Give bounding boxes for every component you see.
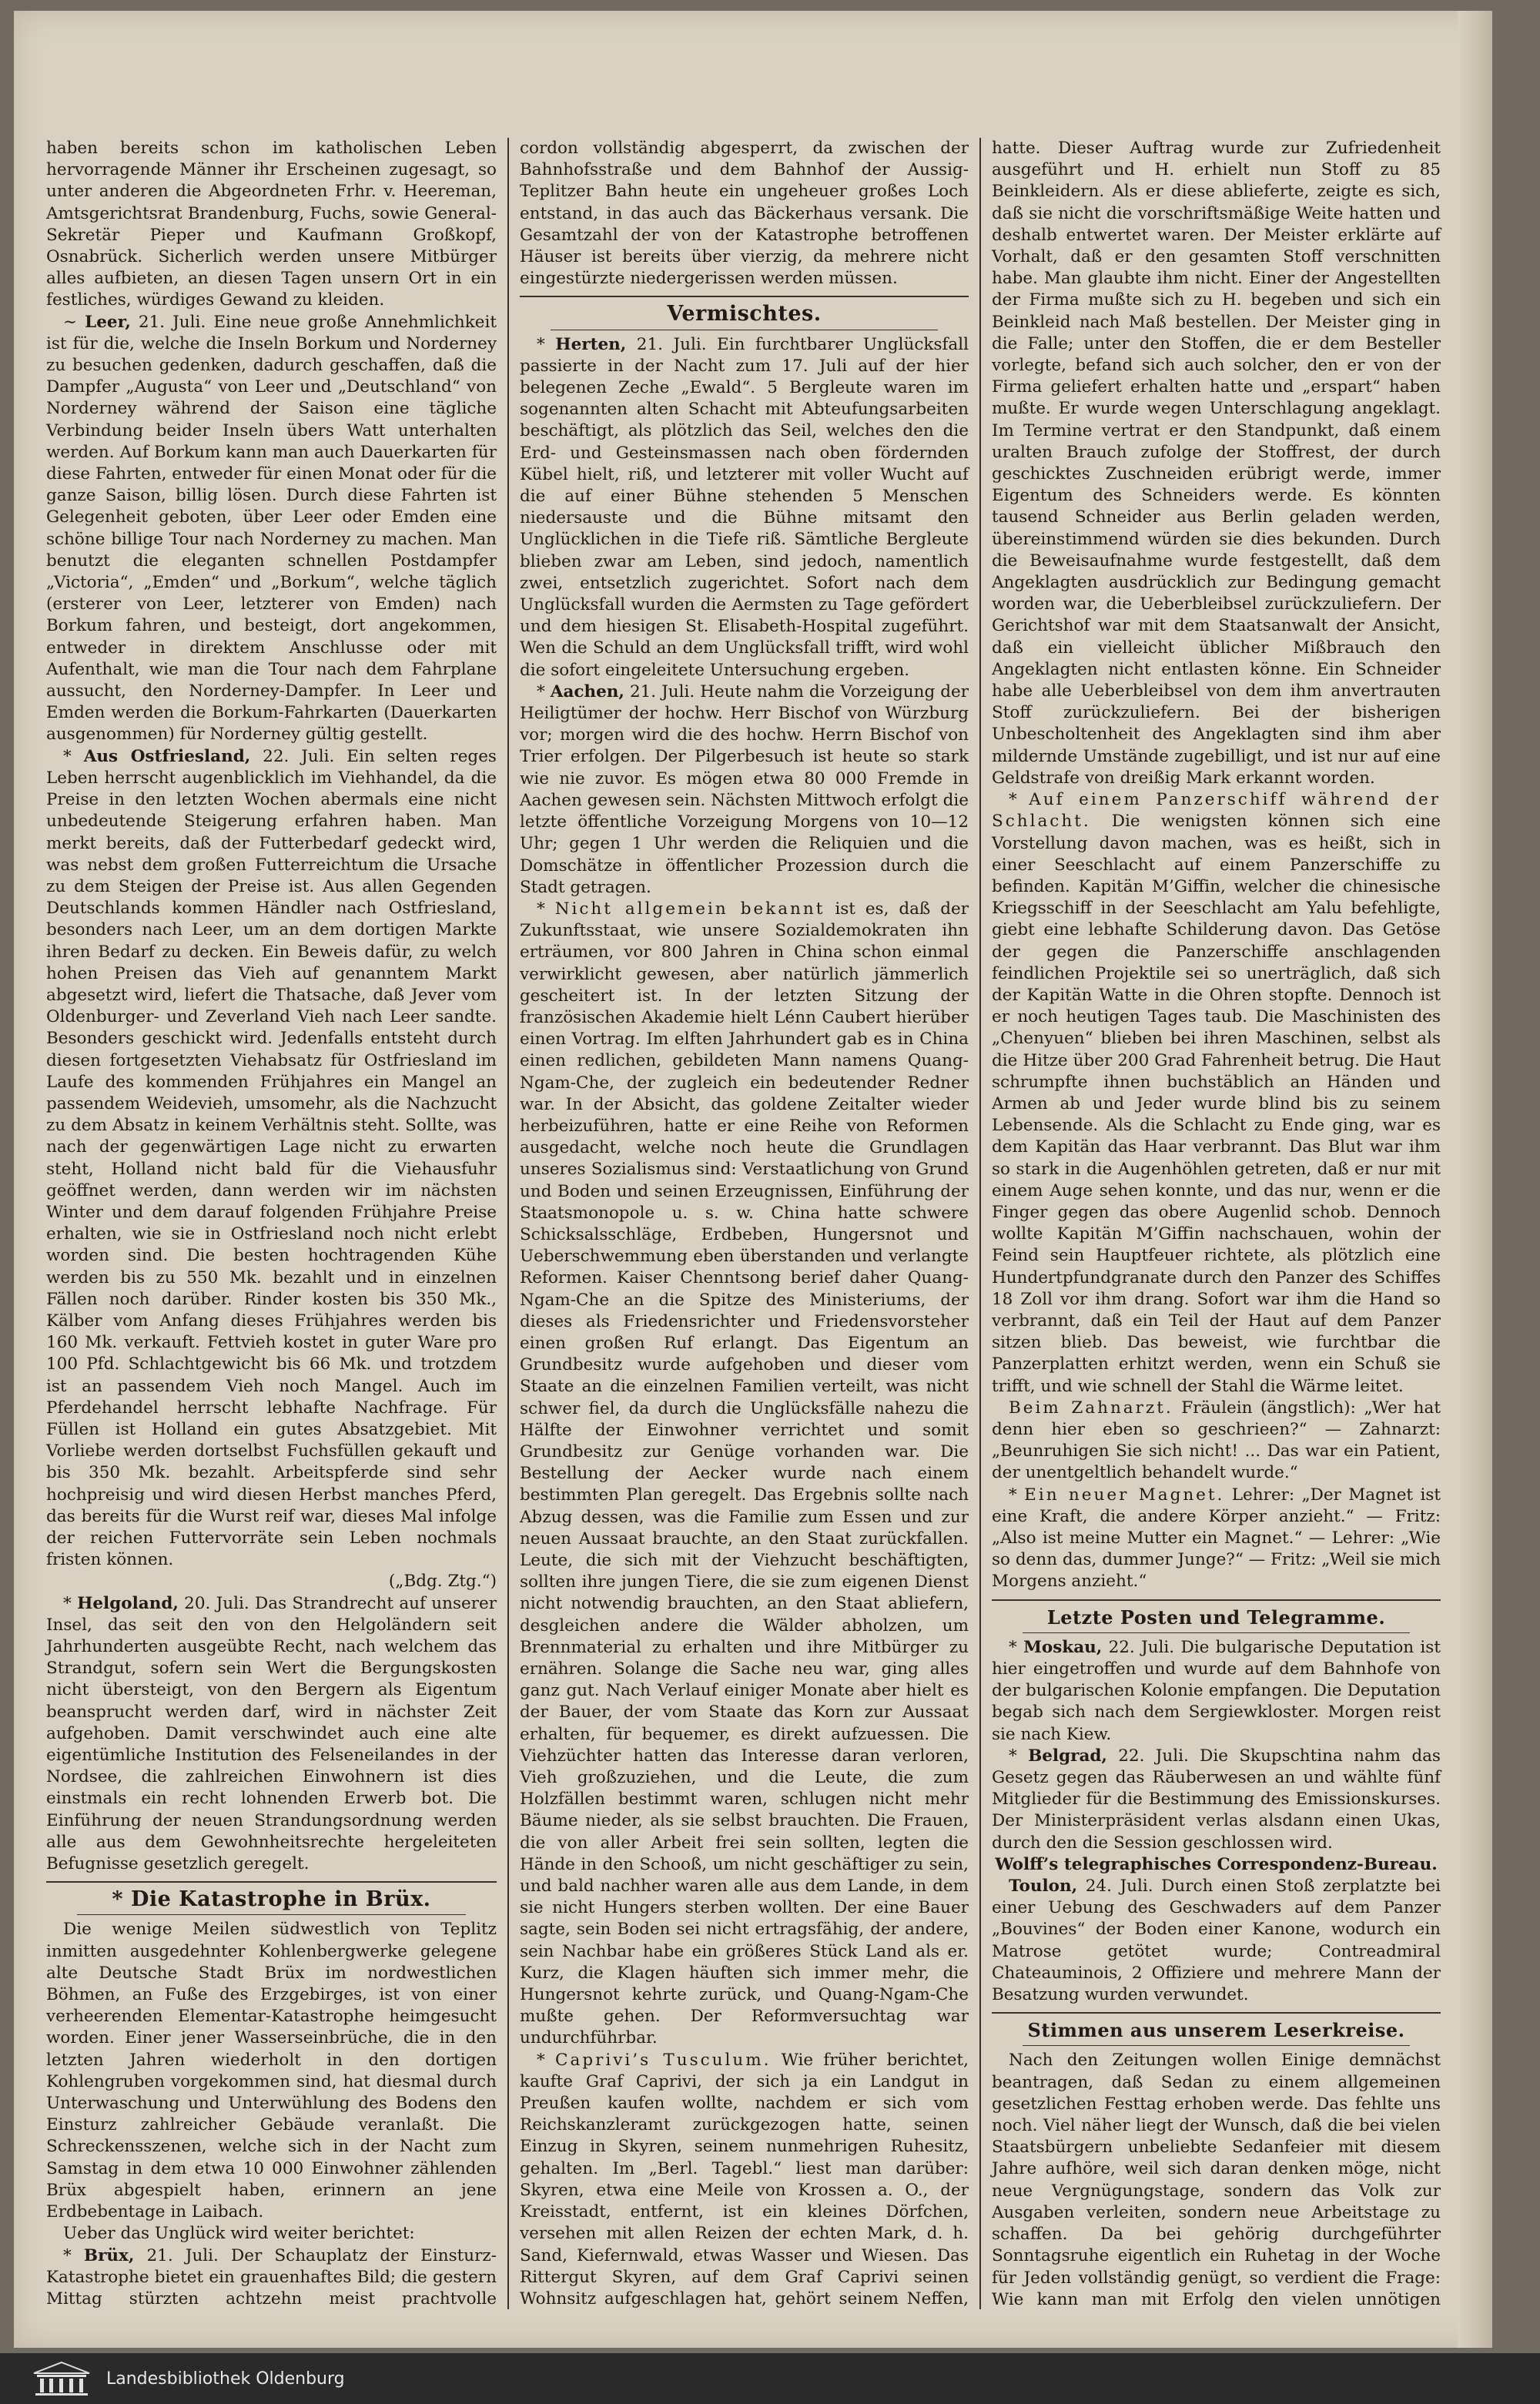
article-text: Die wenigsten können sich eine Vorstellung davon machen, was es heißt, sich in einer Seeschlacht auf einem Panzerschiffe zu befinden. Kapitän M’Giffin, welcher die chinesische Kriegsschiff in der Seeschlacht am Yalu befehligte, giebt eine lebhafte Schilderung davon. Das Getöse der gegen die Panzerschiffe anschlagenden feindlichen Projektile sei so unerträglich, daß sich der Kapitän Watte in die Ohren stopfte. Dennoch ist er noch heutigen Tages taub. Die Maschinisten des „Chenyuen“ blieben bei ihren Maschinen, selbst als die Hitze über 200 Grad Fahrenheit betrug. Die Haut schrumpfte ihnen buchstäblich an Händen und Armen ab und Jeder wurde blind bis zu seinem Lebensende. Als die Schlacht zu Ende ging, war es dem Kapitän das Haar verbrannt. Das Blut war ihm so stark in die Augenhöhlen getreten, daß er nur mit einem Auge sehen konnte, und das nur, wenn er die Finger gegen das obere Augenlid schob. Dennoch wollte Kapitän M’Giffin nachschauen, wohin der Feind sein Hauptfeuer richtete, als plötzlich eine Hundertpfundgranate durch den Panzer des Schiffes 18 Zoll vor ihm drang. Sofort war ihm die Hand so verbrannt, daß ein Teil der Haut auf dem Panzer sitzen blieb. Das beweist, wie furchtbar die Panzerplatten erhitzt werden, wenn ein Schuß sie trifft, und wie schnell der Stahl die Wärme leitet. bbox=[992, 812, 1441, 1396]
newspaper-page bbox=[14, 11, 1492, 2348]
article-brux-intro: Die wenige Meilen südwestlich von Teplitz inmitten ausgedehnter Kohlenbergwerke gelegene alte Deutsche Stadt Brüx im nordwestlichen Böhmen, an Fuße des Erzgebirges, ist von einer verheerenden Elementar-Katastrophe heimgesucht worden. Einer jener Wasserseinbrüche, die in den letzten Jahren wiederholt in den dortigen Kohlengruben vorgekommen sind, hat diesmal durch Unterwaschung und Unterwühlung des Bodens den Einsturz zahlreicher Gebäude veranlaßt. Die Schreckensszenen, welche sich in der Nacht zum Samstag in dem etwa 10 000 Einwohner zählenden Brüx abgespielt haben, erinnern an jene Erdbebentage in Laibach. bbox=[46, 1920, 497, 2222]
article-zukunftsstaat: * Nicht allgemein bekannt ist es, daß der Zukunftsstaat, wie unsere Sozialdemokraten ihn erträumen, vor 800 Jahren in China schon einmal verwirklicht gewesen, aber natürlich jämmerlich gescheitert ist. In der letzten Sitzung der französischen Akademie hielt Lénn Caubert hierüber einen Vortrag. Im elften Jahrhundert gab es in China einen redlichen, gebildeten Mann namens Quang-Ngam-Che, der zugleich ein bedeutender Redner war. In der Absicht, das goldene Zeitalter wieder herbeizuführen, hatte er eine Reihe von Reformen ausgedacht, welche noch heute die Grundlagen unseres Sozialismus sind: Verstaatlichung von Grund und Boden und seinen Erzeugnissen, Einführung der Staatsmonopole u. s. w. China hatte schwere Schicksalsschläge, Erdbeben, Hungersnot und Ueberschwemmung eben überstanden und verlangte Reformen. Kaiser Chenntsong berief daher Quang-Ngam-Che an die Spitze des Ministeriums, der dieses als Friedensrichter und Friedensvorsteher einen großen Ruf erlangt. Das Eigentum an Grundbesitz wurde aufgehoben und dieser vom Staate an die einzelnen Familien verteilt, was nicht schwer fiel, da durch die Unglücksfälle nahezu die Hälfte der Einwohner verrichtet und somit Grundbesitz zur Genüge vorhanden war. Die Bestellung der Aecker wurde nach einem bestimmten Plan geregelt. Das Ergebnis sollte nach Abzug dessen, was die Familie zum Essen und zur neuen Aussaat brauchte, an den Staat zurückfallen. Leute, die sich mit der Viehzucht beschäftigten, sollten ihre jungen Tiere, die sie zum eigenen Dienst nicht notwendig brauchten, an den Staat abliefern, desgleichen andere die Wälder abholzen, um Brennmaterial zu erhalten und ihre Mitbürger zu ernähren. Solange die Sache neu war, ging alles ganz gut. Nach Verlauf einiger Monate aber hielt es der Bauer, der vom Staate das Korn zur Aussaat erhalten, für bequemer, es direkt aufzuessen. Die Viehzüchter hatten das Interesse daran verloren, Vieh großzuziehen, und die Leute, die zum Holzfällen bestimmt waren, schlugen nicht mehr Bäume nieder, als sie selbst brauchten. Die Frauen, die von aller Arbeit frei sein sollten, legten die Hände in den Schooß, um nicht geschäftiger zu sein, und bald nachher waren alle aus dem Lande, in dem sie nicht Hungers sterben wollten. Der eine Bauer sagte, sein Boden sei nicht ertragsfähig, der andere, sein Nachbar habe ein größeres Stück Land als er. Kurz, die Klagen häuften sich immer mehr, die Hungersnot kehrte zurück, und Quang-Ngam-Che mußte gehen. Der Reformversuchtag war undurchführbar. bbox=[520, 899, 969, 2048]
dateline-place: Aus Ostfriesland, bbox=[83, 746, 251, 766]
article-helgoland: * Helgoland, 20. Juli. Das Strandrecht auf unserer Insel, das seit den von den Helgoländern seit Jahrhunderten ausgeübte Recht, nach welchem das Strandgut, sofern sein Wert die Bergungskosten nicht übersteigt, von den Bergern als Eigentum beansprucht werden darf, wird in nächster Zeit aufgehoben. Damit verschwindet auch eine alte eigentümliche Institution des Felseneilandes in der Nordsee, die zahlreichen Einwohnern ist dies einstmals ein recht lohnenden Erwerb bot. Die Einführung der neuen Strandungsordnung werden alle aus dem Gewohnheitsrechte hergeleiteten Befugnisse gesetzlich geregelt. bbox=[46, 1593, 497, 1874]
library-name: Landesbibliothek Oldenburg bbox=[106, 2369, 345, 2389]
article-moskau: * Moskau, 22. Juli. Die bulgarische Deputation ist hier eingetroffen und wurde auf dem Bahnhofe von der bulgarischen Kolonie empfangen. Die Deputation begab sich nach dem Sergiewkloster. Morgen reist sie nach Kiew. bbox=[992, 1637, 1441, 1744]
section-divider bbox=[992, 1599, 1441, 1601]
article-text: Die bulgarische Deputation ist hier eingetroffen und wurde auf dem Bahnhofe von der bulgarischen Kolonie empfangen. Die Deputation begab sich nach dem Sergiewkloster. Morgen reist sie nach Kiew. bbox=[992, 1637, 1441, 1744]
dateline-place: Moskau, bbox=[1023, 1637, 1103, 1657]
article-lead: Nicht allgemein bekannt bbox=[554, 899, 825, 919]
title-underline bbox=[1023, 2045, 1410, 2046]
section-divider bbox=[520, 296, 969, 297]
article-text: Fräulein (ängstlich): „Wer hat denn hier eben so geschrieen?“ — Zahnarzt: „Beunruhigen Sie sich nicht! ... Das war ein Patient, der unentgeltlich behandelt wurde.“ bbox=[992, 1398, 1441, 1483]
library-footer bbox=[0, 2353, 1540, 2404]
section-divider bbox=[46, 1881, 497, 1883]
article-text: Lehrer: „Der Magnet ist eine Kraft, die andere Körper anzieht.“ — Fritz: „Also ist meine Mutter ein Magnet.“ — Lehrer: „Wie so denn das, dummer Junge?“ — Fritz: „Weil sie mich Morgens anzieht.“ bbox=[992, 1485, 1441, 1592]
article-text: Heute nahm die Vorzeigung der Heiligtümer der hochw. Herr Bischof von Würzburg vor; morgen wird die des hochw. Herrn Bischof von Trier erfolgen. Der Pilgerbesuch ist heute so stark wie nie zuvor. Es mögen etwa 80 000 Fremde in Aachen gewesen sein. Nächsten Mittwoch erfolgt die letzte öffentliche Vorzeigung Morgens von 10—12 Uhr; gegen 1 Uhr werden die Reliquien und die Domschätze in öffentlicher Prozession durch die Stadt getragen. bbox=[520, 681, 969, 897]
dateline-date: 21. Juli. bbox=[629, 681, 695, 701]
article-text: Die Skupschtina nahm das Gesetz gegen das Räuberwesen an und wählte fünf Mitglieder für die Bestimmung des Emissionskurses. Der Ministerpräsident verlas alsdann einen Ukas, durch den die Session geschlossen wird. bbox=[992, 1746, 1441, 1853]
dateline-date: 20. Juli. bbox=[184, 1593, 249, 1613]
library-building-icon bbox=[31, 2359, 92, 2398]
article-panzerschiff: * Auf einem Panzerschiff während der Schlacht. Die wenigsten können sich eine Vorstellung davon machen, was es heißt, sich in einer Seeschlacht auf einem Panzerschiffe zu befinden. Kapitän M’Giffin, welcher die chinesische Kriegsschiff in der Seeschlacht am Yalu befehligte, giebt eine lebhafte Schilderung davon. Das Getöse der gegen die Panzerschiffe anschlagenden feindlichen Projektile sei so unerträglich, daß sich der Kapitän Watte in die Ohren stopfte. Dennoch ist er noch heutigen Tages taub. Die Maschinisten des „Chenyuen“ blieben bei ihren Maschinen, selbst als die Hitze über 200 Grad Fahrenheit betrug. Die Haut schrumpfte ihnen buchstäblich an Händen und Armen ab und Jeder wurde blind bis zu seinem Lebensende. Als die Schlacht zu Ende ging, war es dem Kapitän das Haar verbrannt. Das Blut war ihm so stark in die Augenhöhlen getreten, daß er nur mit einem Auge sehen konnte, und das nur, wenn er die Finger gegen das obere Augenlid schob. Dennoch wollte Kapitän M’Giffin nachschauen, wohin der Feind sein Hauptfeuer richtete, als plötzlich eine Hundertpfundgranate durch den Panzer des Schiffes 18 Zoll vor ihm drang. Sofort war ihm die Hand so verbrannt, daß ein Teil der Haut auf dem Panzer sitzen blieb. Das beweist, wie furchtbar die Panzerplatten erhitzt werden, wenn ein Schuß sie trifft, und wie schnell der Stahl die Wärme leitet. bbox=[992, 790, 1441, 1396]
article-aachen: * Aachen, 21. Juli. Heute nahm die Vorzeigung der Heiligtümer der hochw. Herr Bischof von Würzburg vor; morgen wird die des hochw. Herrn Bischof von Trier erfolgen. Der Pilgerbesuch ist heute so stark wie nie zuvor. Es mögen etwa 80 000 Fremde in Aachen gewesen sein. Nächsten Mittwoch erfolgt die letzte öffentliche Vorzeigung Morgens von 10—12 Uhr; gegen 1 Uhr werden die Reliquien und die Domschätze in öffentlicher Prozession durch die Stadt getragen. bbox=[520, 681, 969, 897]
article-text: Der Schauplatz der Einsturz-Katastrophe bietet ein grauenhaftes Bild; die gestern Mittag stürzten achtzehn meist prachtvolle bbox=[46, 2245, 497, 2309]
article-text: Durch einen Stoß zerplatzte bei einer Uebung des Geschwaders auf dem Panzer „Bouvines“ der Boden einer Kanone, wodurch ein Matrose getötet wurde; Contreadmiral Chateauminois, 2 Offiziere und mehrere Mann der Besatzung wurden verwundet. bbox=[992, 1877, 1441, 2005]
dateline-date: 24. Juli. bbox=[1085, 1877, 1153, 1897]
article-belgrad: * Belgrad, 22. Juli. Die Skupschtina nahm das Gesetz gegen das Räuberwesen an und wählte fünf Mitglieder für die Bestimmung des Emissionskurses. Der Ministerpräsident verlas alsdann einen Ukas, durch den die Session geschlossen wird. bbox=[992, 1746, 1441, 1853]
article-continuation: haben bereits schon im katholischen Leben hervorragende Männer ihr Erscheinen zugesagt, so unter anderen die Abgeordneten Frhr. v. Heereman, Amtsgerichtsrat Brandenburg, Fuchs, sowie General-Sekretär Pieper und Kaufmann Großkopf, Osnabrück. Sicherlich werden unsere Mitbürger alles aufbieten, an diesen Tagen unsern Ort in ein festliches, würdiges Gewand zu kleiden. bbox=[46, 139, 497, 310]
column-2 bbox=[507, 138, 979, 2309]
article-zahnarzt bbox=[992, 1398, 1441, 1485]
article-source: („Bdg. Ztg.“) bbox=[388, 1572, 497, 1592]
dateline-date: 22. Juli. bbox=[1118, 1746, 1189, 1766]
dateline-place: Leer, bbox=[85, 312, 131, 332]
reader-letter: Nach den Zeitungen wollen Einige demnächst beantragen, daß Sedan zu einem allgemeinen gesetzlichen Festtag erhoben werde. Das fehlte uns noch. Viel näher liegt der Wunsch, daß die bei vielen Staatsbürgern unbeliebte Sedanfeier mit diesem Jahre aufhöre, weil sich daran denken möge, nicht neue Vergnügungstage, sondern das Volk zur Ausgaben verleiten, sondern neue Arbeitstage zu schaffen. Da bei gehörig durchgeführter Sonntagsruhe eigentlich ein Ruhetag in der Woche für Jeden vollständig genügt, so verdient die Frage: Wie kann man mit Erfolg den vielen unnötigen bbox=[992, 2051, 1441, 2309]
column-1 bbox=[35, 138, 507, 2309]
article-lead: Beim Zahnarzt. bbox=[1009, 1398, 1173, 1418]
column-3 bbox=[979, 138, 1451, 2309]
dateline-place: Toulon, bbox=[1009, 1877, 1078, 1897]
article-text: Ein furchtbarer Unglücksfall passierte in der Nacht zum 17. Juli auf der hier belegenen Zeche „Ewald“. 5 Bergleute waren im sogenannten alten Schacht mit Abteufungsarbeiten beschäftigt, als plötzlich das Seil, welches den die Erd- und Gesteinsmassen nach oben fördernden Kübel hielt, riß, und letzterer mit voller Wucht auf die auf einer Bühne stehenden 5 Menschen niedersauste und die Bühne mitsamt den Unglücklichen in die Tiefe riß. Sämtliche Bergleute blieben zwar am Leben, sind jedoch, namentlich zwei, entsetzlich zugerichtet. Sofort nach dem Unglücksfall wurden die Aermsten zu Tage gefördert und dem hiesigen St. Elisabeth-Hospital zugeführt. Wen die Schuld an dem Unglücksfall trifft, wird wohl die sofort eingeleitete Untersuchung ergeben. bbox=[520, 334, 969, 680]
page-edge bbox=[1458, 11, 1492, 2348]
dateline-date: 22. Juli. bbox=[1108, 1637, 1175, 1657]
section-title-vermischtes: Vermischtes. bbox=[667, 302, 822, 326]
dateline-date: 21. Juli. bbox=[636, 334, 707, 354]
article-leer: ∼ Leer, 21. Juli. Eine neue große Annehmlichkeit ist für die, welche die Inseln Borkum und Norderney zu besuchen gedenken, dadurch geschaffen, daß die Dampfer „Augusta“ von Leer und „Deutschland“ von Norderney während der Saison eine tägliche Verbindung beider Inseln übers Watt unterhalten werden. Auf Borkum kann man auch Dauerkarten für diese Fahrten, entweder für einen Monat oder für die ganze Saison, billig lösen. Durch diese Fahrten ist Gelegenheit geboten, über Leer oder Emden eine schöne billige Tour nach Norderney zu machen. Man benutzt die eleganten schnellen Postdampfer „Victoria“, „Emden“ und „Borkum“, welche täglich (ersterer von Leer, letzterer von Emden) nach Borkum fahren, und besteigt, dort angekommen, entweder in direktem Anschlusse oder mit Aufenthalt, wie man die Tour nach dem Fahrplane aussucht, den Norderney-Dampfer. In Leer und Emden werden die Borkum-Fahrkarten (Dauerkarten ausgenommen) für Norderney gültig gestellt. bbox=[46, 312, 497, 745]
article-caprivi: * Caprivi’s Tusculum. Wie früher berichtet, kaufte Graf Caprivi, der sich ja ein Landgut in Preußen kaufen wollte, nachdem er sich vom Reichskanzleramt zurückgezogen hatte, seinen Einzug in Skyren, seinem nunmehrigen Ruhesitz, gehalten. Im „Berl. Tagebl.“ liest man darüber: Skyren, etwa eine Meile von Krossen a. O., der Kreisstadt, entfernt, ist ein kleines Dörfchen, versehen mit allen Reizen der echten Mark, d. h. Sand, Kiefernwald, etwas Wasser und Wiesen. Das Rittergut Skyren, auf dem Graf Caprivi seinen Wohnsitz aufgeschlagen hat, gehört seinem Neffen, bbox=[520, 2050, 969, 2309]
title-underline bbox=[1023, 1632, 1410, 1633]
dateline-place: Brüx, bbox=[83, 2245, 135, 2265]
section-title-telegramme: Letzte Posten und Telegramme. bbox=[1046, 1605, 1386, 1629]
article-text: Ein selten reges Leben herrscht augenblicklich im Viehhandel, da die Preise in den letzten Wochen abermals eine nicht unbedeutende Steigerung erfahren haben. Man merkt bereits, daß der Futterbedarf gedeckt wird, was nebst dem großen Futterreichtum die Ursache zu dem Steigen der Preise ist. Aus allen Gegenden Deutschlands kommen Händler nach Ostfriesland, besonders nach Leer, um an dem dortigen Markte ihren Bedarf zu decken. Ein Beweis dafür, zu welch hohen Preisen das Vieh auf genanntem Markt abgesetzt wird, liefert die Thatsache, daß Jever vom Oldenburger- und Zeverland Vieh nach Leer sandte. Besonders geschickt wird. Jedenfalls entsteht durch diesen fortgesetzten Viehabsatz für Ostfriesland im Laufe des kommenden Frühjahres ein Mangel an passendem Weidevieh, umsomehr, als die Nachzucht zu dem Absatz in keinem Verhältnis steht. Sollte, was nach der gegenwärtigen Lage nicht zu erwarten steht, Holland nicht bald für die Viehausfuhr geöffnet werden, dann werden wir im nächsten Winter und dem darauf folgenden Frühjahre Preise erhalten, wie sie in Ostfriesland noch nicht erlebt worden sind. Die besten hochtragenden Kühe werden bis zu 550 Mk. bezahlt und in einzelnen Fällen noch darüber. Rinder kosten bis 350 Mk., Kälber vom Anfang dieses Frühjahres werden bis 160 Mk. verkauft. Fettvieh kostet in guter Ware pro 100 Pfd. Schlachtgewicht bis 66 Mk. und trotzdem ist an passendem Vieh noch Mangel. Auch im Pferdehandel herrscht lebhafte Nachfrage. Für Füllen ist Holland ein gutes Absatzgebiet. Mit Vorliebe werden dortselbst Fuchsfüllen gekauft und bis 350 Mk. bezahlt. Arbeitspferde sind sehr hochpreisig und wird diesen Herbst manches Pferd, das bereits für die Wurst reif war, dieses Mal infolge der reichen Futtervorräte sein Leben nochmals fristen können. bbox=[46, 746, 497, 1570]
article-toulon bbox=[992, 1876, 1441, 2006]
section-title-brux: * Die Katastrophe in Brüx. bbox=[112, 1887, 431, 1912]
section-divider bbox=[992, 2012, 1441, 2014]
article-text: ist es, daß der Zukunftsstaat, wie unsere Sozialdemokraten ihn erträumen, vor 800 Jahren in China schon einmal verwirklicht gewesen, aber natürlich jämmerlich gescheitert ist. In der letzten Sitzung der französischen Akademie hielt Lénn Caubert hierüber einen Vortrag. Im elften Jahrhundert gab es in China einen redlichen, gebildeten Mann namens Quang-Ngam-Che, der zugleich ein bedeutender Redner war. In der Absicht, das goldene Zeitalter wieder herbeizuführen, hatte er eine Reihe von Reformen ausgedacht, welche noch heute die Grundlagen unseres Sozialismus sind: Verstaatlichung von Grund und Boden und seinen Erzeugnissen, Einführung der Staatsmonopole u. s. w. China hatte schwere Schicksalsschläge, Erdbeben, Hungersnot und Ueberschwemmung eben überstanden und verlangte Reformen. Kaiser Chenntsong berief daher Quang-Ngam-Che an die Spitze des Ministeriums, der dieses als Friedensrichter und Friedensvorsteher einen großen Ruf erlangt. Das Eigentum an Grundbesitz wurde aufgehoben und dieser vom Staate an die einzelnen Familien verteilt, was nicht schwer fiel, da durch die Unglücksfälle nahezu die Hälfte der Einwohner verrichtet und somit Grundbesitz zur Genüge vorhanden war. Die Bestellung der Aecker wurde nach einem bestimmten Plan geregelt. Das Ergebnis sollte nach Abzug dessen, was die Familie zum Essen und zur neuen Aussaat brauchte, an den Staat zurückfallen. Leute, die sich mit der Viehzucht beschäftigten, sollten ihre jungen Tiere, die sie zum eigenen Dienst nicht notwendig brauchten, an den Staat abliefern, desgleichen andere die Wälder abholzen, um Brennmaterial zu erhalten und ihre Mitbürger zu ernähren. Solange die Sache neu war, ging alles ganz gut. Nach Verlauf einiger Monate aber hielt es der Bauer, der vom Staate das Korn zur Aussaat erhalten, für bequemer, es direkt aufzuessen. Die Viehzüchter hatten das Interesse daran verloren, Vieh großzuziehen, und die Leute, die zum Holzfällen bestimmt waren, schlugen nicht mehr Bäume nieder, als sie selbst brauchten. Die Frauen, die von aller Arbeit frei sein sollten, legten die Hände in den Schooß, um nicht geschäftiger zu sein, und bald nachher waren alle aus dem Lande, in dem sie nicht Hungers sterben wollten. Der eine Bauer sagte, sein Boden sei nicht ertragsfähig, der andere, sein Nachbar habe ein größeres Stück Land als er. Kurz, die Klagen häuften sich immer mehr, die Hungersnot kehrte zurück, und Quang-Ngam-Che mußte gehen. Der Reformversuchtag war undurchführbar. bbox=[520, 899, 969, 2048]
dateline-place: Helgoland, bbox=[77, 1593, 179, 1613]
article-text: Wie früher berichtet, kaufte Graf Caprivi, der sich ja ein Landgut in Preußen kaufen wollte, nachdem er sich vom Reichskanzleramt zurückgezogen hatte, seinen Einzug in Skyren, seinem nunmehrigen Ruhesitz, gehalten. Im „Berl. Tagebl.“ liest man darüber: Skyren, etwa eine Meile von Krossen a. O., der Kreisstadt, entfernt, ist ein kleines Dörfchen, versehen mit allen Reizen der echten Mark, d. h. Sand, Kiefernwald, etwas Wasser und Wiesen. Das Rittergut Skyren, auf dem Graf Caprivi seinen Wohnsitz aufgeschlagen hat, gehört seinem Neffen, bbox=[520, 2050, 969, 2309]
article-continuation: cordon vollständig abgesperrt, da zwischen der Bahnhofsstraße und dem Bahnhof der Aussig-Teplitzer Bahn heute ein ungeheuer großes Loch entstand, in das auch das Bäckerhaus versank. Die Gesamtzahl der von der Katastrophe betroffenen Häuser ist bereits über vierzig, da mehrere nicht eingestürzte niedergerissen werden müssen. bbox=[520, 139, 969, 289]
article-lead: Caprivi’s Tusculum. bbox=[555, 2050, 772, 2070]
article-brux-21: * Brüx, 21. Juli. Der Schauplatz der Einsturz-Katastrophe bietet ein grauenhaftes Bild; die gestern Mittag stürzten achtzehn meist prachtvolle bbox=[46, 2245, 497, 2310]
dateline-place: Aachen, bbox=[550, 681, 624, 701]
article-herten: * Herten, 21. Juli. Ein furchtbarer Unglücksfall passierte in der Nacht zum 17. Juli auf der hier belegenen Zeche „Ewald“. 5 Bergleute waren im sogenannten alten Schacht mit Abteufungsarbeiten beschäftigt, als plötzlich das Seil, welches den die Erd- und Gesteinsmassen nach oben fördernden Kübel hielt, riß, und letzterer mit voller Wucht auf die auf einer Bühne stehenden 5 Menschen niedersauste und die Bühne mitsamt den Unglücklichen in die Tiefe riß. Sämtliche Bergleute blieben zwar am Leben, sind jedoch, namentlich zwei, entsetzlich zugerichtet. Sofort nach dem Unglücksfall wurden die Aermsten zu Tage gefördert und dem hiesigen St. Elisabeth-Hospital zugeführt. Wen die Schuld an dem Unglücksfall trifft, wird wohl die sofort eingeleitete Untersuchung ergeben. bbox=[520, 334, 969, 680]
title-underline bbox=[77, 1914, 466, 1915]
article-continuation: hatte. Dieser Auftrag wurde zur Zufriedenheit ausgeführt und H. erhielt nun Stoff zu 85 Beinkleidern. Als er diese ablieferte, zeigte es sich, daß sie nicht die vorschriftsmäßige Weite hatten und deshalb entwertet waren. Der Meister erklärte auf Vorhalt, daß er den gesamten Stoff verschnitten habe. Man glaubte ihm nicht. Einer der Angestellten der Firma mußte sich zu H. begeben und sich ein Beinkleid nach Maß bestellen. Der Meister ging in die Falle; unter den Stoffen, die er dem Besteller vorlegte, befand sich auch solcher, den er von der Firma geliefert erhalten hatte und „erspart“ haben mußte. Er wurde wegen Unterschlagung angeklagt. Im Termine vertrat er den Standpunkt, daß einem uralten Brauch zufolge der Stoffrest, der durch geschicktes Zuschneiden erübrigt werde, immer Eigentum des Schneiders werde. Es könnten tausend Schneider aus Berlin geladen werden, übereinstimmend würden sie dies bekunden. Durch die Beweisaufnahme wurde festgestellt, daß dem Angeklagten ausdrücklich zur Bedingung gemacht worden war, die Ueberbleibsel zurückzuliefern. Der Gerichtshof war mit dem Staatsanwalt der Ansicht, daß ein vielleicht üblicher Mißbrauch den Angeklagten nicht entlasten könne. Ein Schneider habe alle Ueberbleibsel von dem ihm anvertrauten Stoff zurückzuliefern. Bei der bisherigen Unbescholtenheit des Angeklagten sind ihm aber mildernde Umstände zugebilligt, und ist nur auf eine Geldstrafe von dreißig Mark erkannt worden. bbox=[992, 139, 1441, 788]
article-text: Eine neue große Annehmlichkeit ist für die, welche die Inseln Borkum und Norderney zu besuchen gedenken, dadurch geschaffen, daß die Dampfer „Augusta“ von Leer und „Deutschland“ von Norderney während der Saison eine tägliche Verbindung beider Inseln übers Watt unterhalten werden. Auf Borkum kann man auch Dauerkarten für diese Fahrten, entweder für einen Monat oder für die ganze Saison, billig lösen. Durch diese Fahrten ist Gelegenheit geboten, über Leer oder Emden eine schöne billige Tour nach Norderney zu machen. Man benutzt die eleganten schnellen Postdampfer „Victoria“, „Emden“ und „Borkum“, welche täglich (ersterer von Leer, letzterer von Emden) nach Borkum fahren, und besteigt, dort angekommen, entweder in direktem Anschlusse oder mit Aufenthalt, wie man die Tour nach dem Fahrplane aussucht, den Norderney-Dampfer. In Leer und Emden werden die Borkum-Fahrkarten (Dauerkarten ausgenommen) für Norderney gültig gestellt. bbox=[46, 312, 497, 745]
dateline-date: 22. Juli. bbox=[263, 746, 335, 766]
section-title-leserkreise: Stimmen aus unserem Leserkreise. bbox=[1027, 2019, 1405, 2042]
article-text: Das Strandrecht auf unserer Insel, das seit den von den Helgoländern seit Jahrhunderten ausgeübte Recht, nach welchem das Strandgut, sofern sein Wert die Bergungskosten nicht übersteigt, von den Bergern als Eigentum beansprucht werden darf, wird in nächster Zeit aufgehoben. Damit verschwindet auch eine alte eigentümliche Institution des Felseneilandes in der Nordsee, die zahlreichen Einwohnern ist dies einstmals ein recht lohnenden Erwerb bot. Die Einführung der neuen Strandungsordnung werden alle aus dem Gewohnheitsrechte hergeleiteten Befugnisse gesetzlich geregelt. bbox=[46, 1593, 497, 1874]
article-ostfriesland: * Aus Ostfriesland, 22. Juli. Ein selten reges Leben herrscht augenblicklich im Viehhandel, da die Preise in den letzten Wochen abermals eine nicht unbedeutende Steigerung erfahren haben. Man merkt bereits, daß der Futterbedarf gedeckt wird, was nebst dem großen Futterreichtum die Ursache zu dem Steigen der Preise ist. Aus allen Gegenden Deutschlands kommen Händler nach Ostfriesland, besonders nach Leer, um an dem dortigen Markte ihren Bedarf zu decken. Ein Beweis dafür, zu welch hohen Preisen das Vieh auf genanntem Markt abgesetzt wird, liefert die Thatsache, daß Jever vom Oldenburger- und Zeverland Vieh nach Leer sandte. Besonders geschickt wird. Jedenfalls entsteht durch diesen fortgesetzten Viehabsatz für Ostfriesland im Laufe des kommenden Frühjahres ein Mangel an passendem Weidevieh, umsomehr, als die Nachzucht zu dem Absatz in keinem Verhältnis steht. Sollte, was nach der gegenwärtigen Lage nicht zu erwarten steht, Holland nicht bald für die Viehausfuhr geöffnet werden, dann werden wir im nächsten Winter und dem darauf folgenden Frühjahre Preise erhalten, wie sie in Ostfriesland noch nicht erlebt worden sind. Die besten hochtragenden Kühe werden bis zu 550 Mk. bezahlt und in einzelnen Fällen noch darüber. Rinder kosten bis 350 Mk., Kälber vom Anfang dieses Frühjahres werden bis 160 Mk. verkauft. Fettvieh kostet in guter Ware pro 100 Pfd. Schlachtgewicht bis 66 Mk. und trotzdem ist an passendem Vieh noch Mangel. Auch im Pferdehandel herrscht lebhafte Nachfrage. Für Füllen ist Holland ein gutes Absatzgebiet. Mit Vorliebe werden dortselbst Fuchsfüllen gekauft und bis 350 Mk. bezahlt. Arbeitspferde sind sehr hochpreisig und wird diesen Herbst manches Pferd, das bereits für die Wurst reif war, dieses Mal infolge der reichen Futtervorräte sein Leben nochmals fristen können. bbox=[46, 746, 497, 1570]
dateline-date: 21. Juli. bbox=[138, 312, 206, 332]
article-magnet: * Ein neuer Magnet. Lehrer: „Der Magnet ist eine Kraft, die andere Körper anzieht.“ — Fritz: „Also ist meine Mutter ein Magnet.“ — Lehrer: „Wie so denn das, dummer Junge?“ — Fritz: „Weil sie mich Morgens anzieht.“ bbox=[992, 1485, 1441, 1592]
article-lead: Auf einem Panzerschiff während der Schlacht. bbox=[992, 790, 1441, 832]
dateline-date: 21. Juli. bbox=[146, 2245, 219, 2265]
article-lead: Ein neuer Magnet. bbox=[1024, 1485, 1225, 1505]
wire-service-credit: Wolff’s telegraphisches Correspondenz-Bureau. bbox=[995, 1854, 1438, 1874]
columns bbox=[35, 138, 1452, 2309]
dateline-place: Herten, bbox=[555, 334, 627, 354]
dateline-place: Belgrad, bbox=[1028, 1746, 1107, 1766]
article-brux-wire: Ueber das Unglück wird weiter berichtet: bbox=[63, 2224, 415, 2244]
